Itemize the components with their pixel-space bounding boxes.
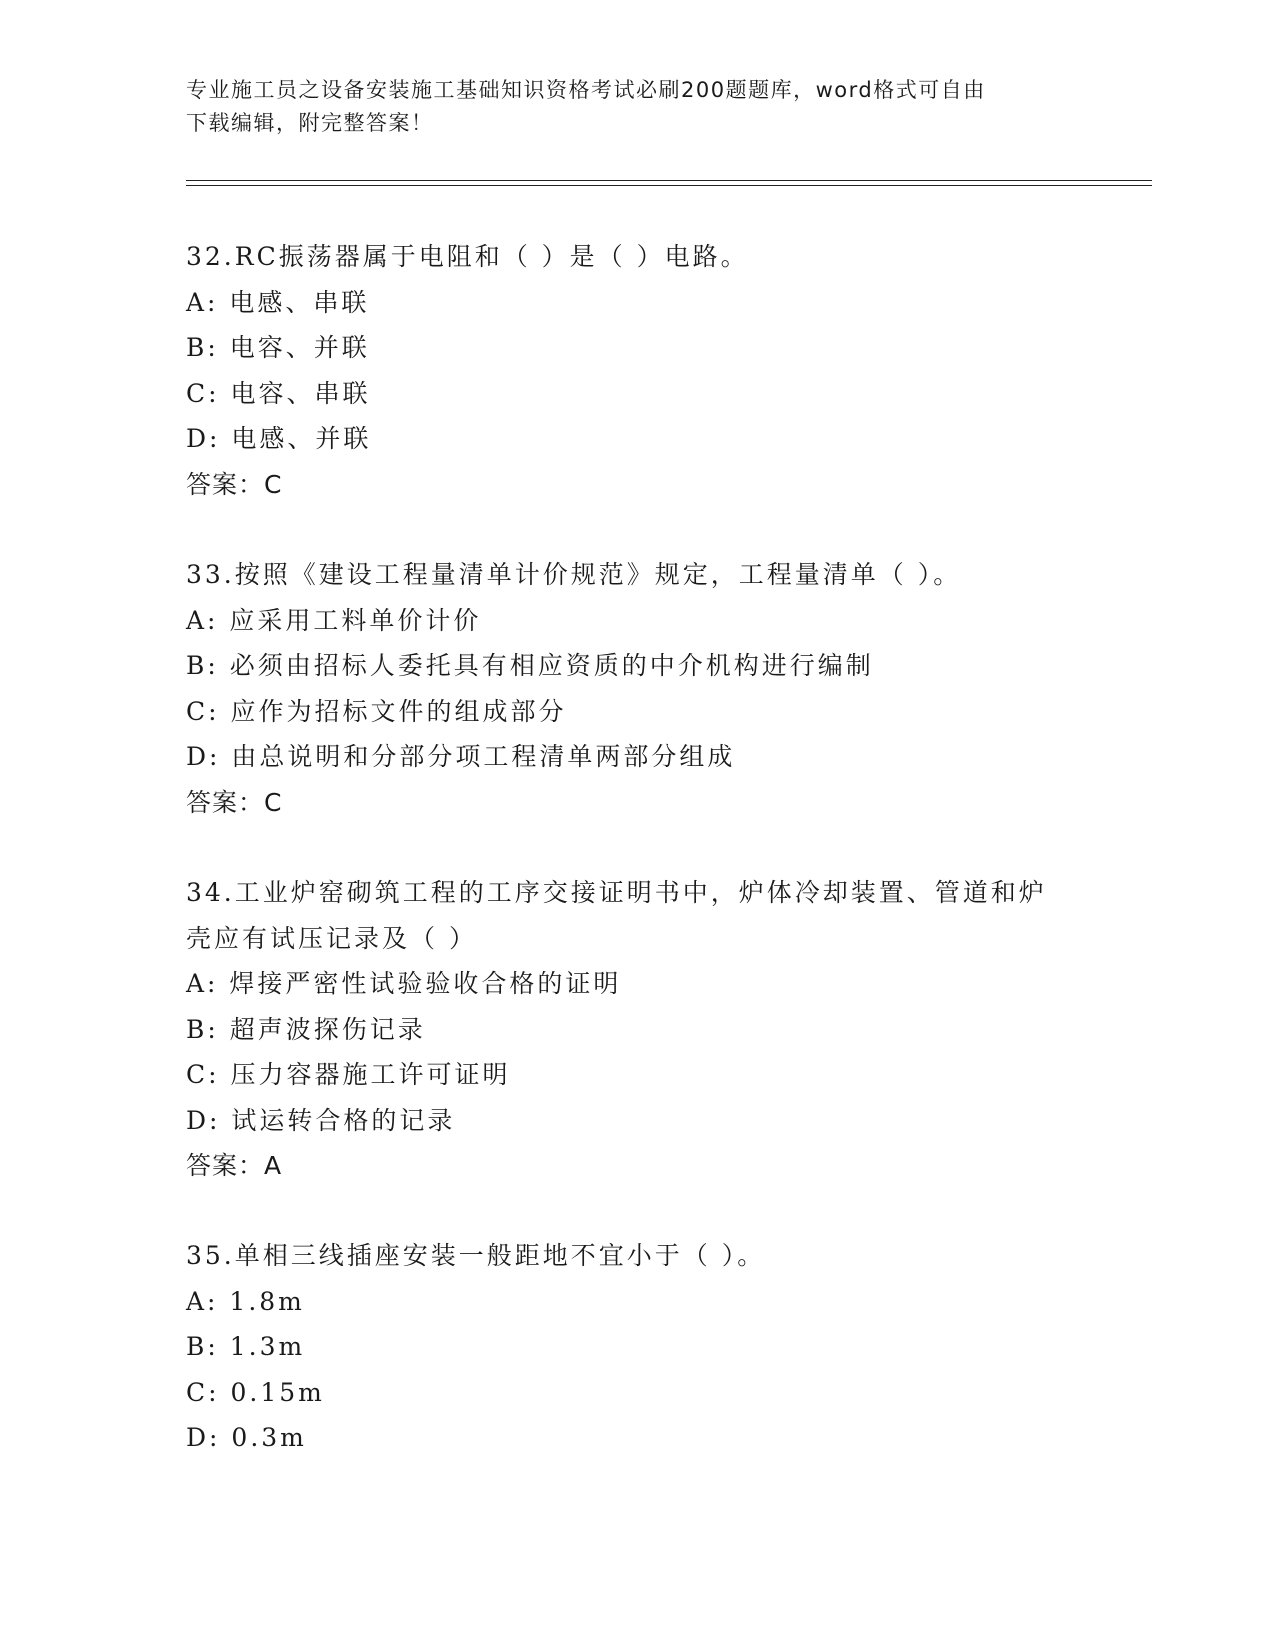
option-d: D: 试运转合格的记录 <box>186 1105 456 1135</box>
document-header <box>186 74 1066 140</box>
option-b: B: 电容、并联 <box>186 333 370 362</box>
question-35 <box>186 1233 1086 1461</box>
question-34 <box>186 870 1086 1189</box>
option-a: A: 焊接严密性试验验收合格的证明 <box>186 969 622 998</box>
question-stem: 35.单相三线插座安装一般距地不宜小于（ ）。 <box>186 1241 766 1270</box>
option-d: D: 由总说明和分部分项工程清单两部分组成 <box>186 742 736 771</box>
option-b: B: 必须由招标人委托具有相应资质的中介机构进行编制 <box>186 651 874 680</box>
header-divider-bottom <box>186 185 1152 186</box>
option-a: A: 1.8m <box>186 1286 305 1316</box>
answer-text: 答案：C <box>186 469 283 499</box>
option-c: C: 0.15m <box>186 1377 325 1407</box>
question-stem-line-2: 壳应有试压记录及（ ） <box>186 923 477 953</box>
answer-text: 答案：C <box>186 787 283 817</box>
option-c: C: 压力容器施工许可证明 <box>186 1060 511 1089</box>
option-b: B: 超声波探伤记录 <box>186 1014 426 1044</box>
option-a: A: 应采用工料单价计价 <box>186 605 482 635</box>
question-32 <box>186 234 1086 507</box>
answer-text: 答案：A <box>186 1151 283 1180</box>
header-line-2: 下载编辑，附完整答案！ <box>186 111 434 135</box>
question-stem-line-1: 34.工业炉窑砌筑工程的工序交接证明书中，炉体冷却装置、管道和炉 <box>186 878 1047 907</box>
question-33 <box>186 552 1086 825</box>
option-a: A: 电感、串联 <box>186 287 370 317</box>
header-divider-top <box>186 180 1152 181</box>
question-stem: 33.按照《建设工程量清单计价规范》规定，工程量清单（ ）。 <box>186 560 962 589</box>
option-b: B: 1.3m <box>186 1332 306 1361</box>
option-d: D: 0.3m <box>186 1423 307 1452</box>
option-c: C: 应作为招标文件的组成部分 <box>186 696 567 726</box>
header-line-1: 专业施工员之设备安装施工基础知识资格考试必刷200题题库，word格式可自由 <box>186 78 986 102</box>
option-c: C: 电容、串联 <box>186 378 371 408</box>
question-stem: 32.RC振荡器属于电阻和（ ）是（ ）电路。 <box>186 242 749 271</box>
option-d: D: 电感、并联 <box>186 424 372 453</box>
